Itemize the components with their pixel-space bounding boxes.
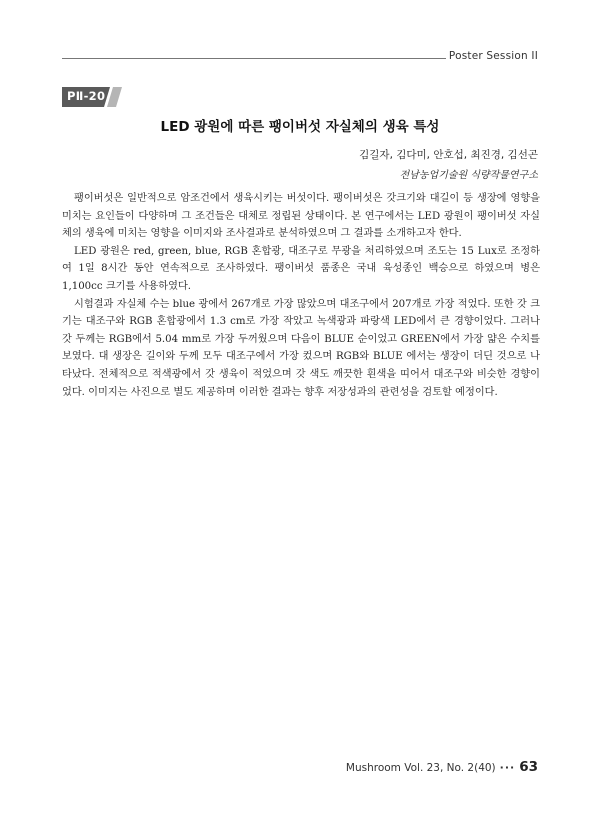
poster-code: PⅡ-20 <box>67 89 106 103</box>
abstract-body <box>62 190 540 401</box>
header-rule <box>62 58 446 59</box>
journal-citation: Mushroom Vol. 23, No. 2(40) <box>345 762 496 774</box>
article-title: LED 광원에 따른 팽이버섯 자실체의 생육 특성 <box>160 119 440 135</box>
footer-separator: ··· <box>499 761 516 774</box>
abstract-paragraph: 팽이버섯은 일반적으로 암조건에서 생육시키는 버섯이다. 팽이버섯은 갓크기와 대길이 등 생장에 영향을 미치는 요인들이 다양하며 그 조건들은 대체로 정립된 상태이다. 본 연구에서는 LED 광원이 팽이버섯 자실체의 생육에 미치는 영향을 이미지와 조사결과로 분석하였으며 그 결과를 소개하고자 한다. <box>62 193 540 240</box>
page-number: 63 <box>519 759 538 775</box>
abstract-paragraph: LED 광원은 red, green, blue, RGB 혼합광, 대조구로 무광을 처리하였으며 조도는 15 Lux로 조정하여 1일 8시간 동안 연속적으로 조사하였다. 팽이버섯 품종은 국내 육성종인 백승으로 하였으며 병은 1,100cc 크기를 사용하였다. <box>62 245 540 292</box>
session-header: Poster Session II <box>448 50 538 62</box>
abstract-paragraph: 시험결과 자실체 수는 blue 광에서 267개로 가장 많았으며 대조구에서 207개로 가장 적었다. 또한 갓 크기는 대조구와 RGB 혼합광에서 1.3 cm로 가장 작았고 녹색광과 파랑색 LED에서 큰 경향이었다. 그러나 갓 두께는 RGB에서 5.04 mm로 가장 두꺼웠으며 다음이 BLUE 순이었고 GREEN에서 가장 얇은 수치를 보였다. 대 생장은 길이와 두께 모두 대조구에서 가장 컸으며 RGB와 BLUE 에서는 생장이 더딘 것으로 나타났다. 전체적으로 적색광에서 갓 생육이 적었으며 갓 색도 깨끗한 흰색을 띠어서 대조구와 비슷한 경향이었다. 이미지는 사진으로 별도 제공하며 이러한 결과는 향후 저장성과의 관련성을 검토할 예정이다. <box>62 298 540 398</box>
page-footer <box>346 756 538 775</box>
article-affiliation: 전남농업기술원 식량작물연구소 <box>399 170 538 181</box>
poster-code-badge <box>62 87 122 107</box>
article-authors: 김길자, 김다미, 안호섭, 최진경, 김선곤 <box>359 149 538 161</box>
